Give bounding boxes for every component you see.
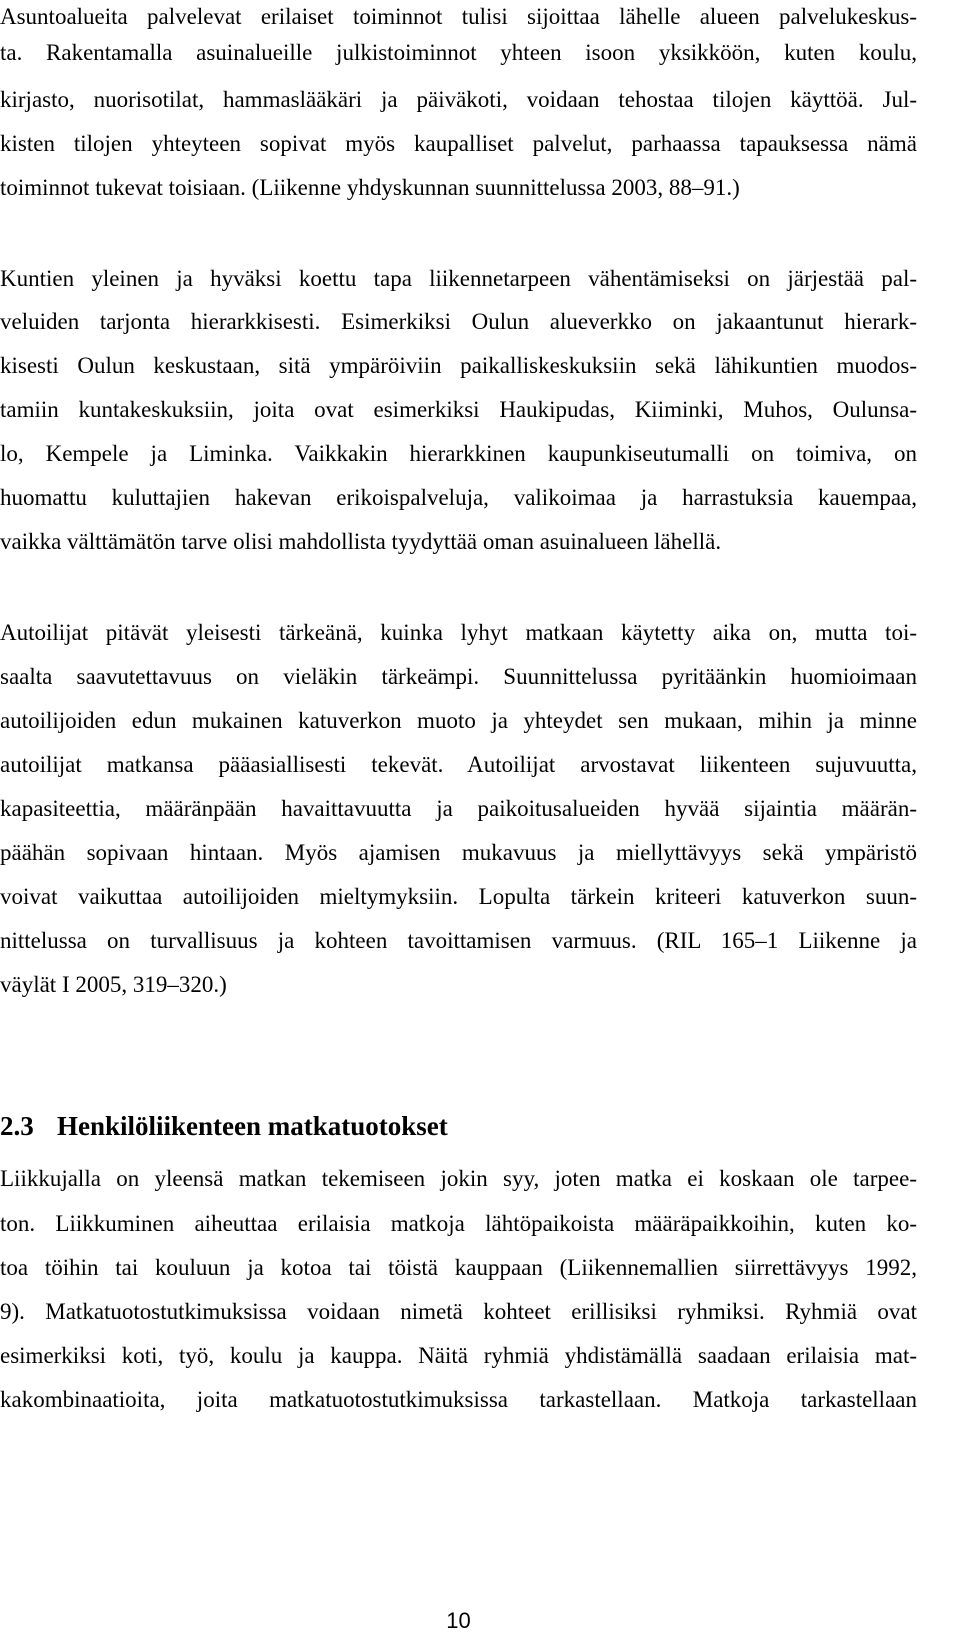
- paragraph-line: Asuntoalueita palvelevat erilaiset toiminnot tulisi sijoittaa lähelle alueen palvelukeskus-: [0, 4, 917, 29]
- paragraph-line: kakombinaatioita, joita matkatuotostutkimuksissa tarkastellaan. Matkoja tarkastellaan: [0, 1387, 917, 1412]
- paragraph-line: väylät I 2005, 319–320.): [0, 972, 227, 997]
- paragraph-line: voivat vaikuttaa autoilijoiden mieltymyksiin. Lopulta tärkein kriteeri katuverkon suun-: [0, 884, 917, 909]
- page-number: 10: [446, 1608, 471, 1633]
- section-number: 2.3: [0, 1111, 34, 1141]
- paragraph-line: ton. Liikkuminen aiheuttaa erilaisia matkoja lähtöpaikoista määräpaikkoihin, kuten ko-: [0, 1211, 917, 1236]
- paragraph-line: huomattu kuluttajien hakevan erikoispalveluja, valikoimaa ja harrastuksia kauempaa,: [0, 485, 917, 510]
- section-title: Henkilöliikenteen matkatuotokset: [57, 1111, 448, 1141]
- paragraph-line: kisten tilojen yhteyteen sopivat myös kaupalliset palvelut, parhaassa tapauksessa nämä: [0, 131, 917, 156]
- section-heading: [0, 1109, 448, 1143]
- paragraph-line: lo, Kempele ja Liminka. Vaikkakin hierarkkinen kaupunkiseutumalli on toimiva, on: [0, 441, 917, 466]
- paragraph-line: vaikka välttämätön tarve olisi mahdollista tyydyttää oman asuinalueen lähellä.: [0, 529, 722, 554]
- paragraph-line: Autoilijat pitävät yleisesti tärkeänä, kuinka lyhyt matkaan käytetty aika on, mutta toi-: [0, 620, 917, 645]
- paragraph-line: autoilijoiden edun mukainen katuverkon muoto ja yhteydet sen mukaan, mihin ja minne: [0, 708, 917, 733]
- paragraph-line: 9). Matkatuotostutkimuksissa voidaan nimetä kohteet erillisiksi ryhmiksi. Ryhmiä ovat: [0, 1299, 917, 1324]
- paragraph-line: Liikkujalla on yleensä matkan tekemiseen jokin syy, joten matka ei koskaan ole tarpee-: [0, 1166, 917, 1191]
- paragraph-line: Kuntien yleinen ja hyväksi koettu tapa liikennetarpeen vähentämiseksi on järjestää pal-: [0, 266, 917, 291]
- paragraph-line: saalta saavutettavuus on vieläkin tärkeämpi. Suunnittelussa pyritäänkin huomioimaan: [0, 664, 917, 689]
- paragraph-line: nittelussa on turvallisuus ja kohteen tavoittamisen varmuus. (RIL 165–1 Liikenne ja: [0, 928, 917, 953]
- paragraph-line: kapasiteettia, määränpään havaittavuutta ja paikoitusalueiden hyvää sijaintia määrän-: [0, 796, 917, 821]
- paragraph-line: veluiden tarjonta hierarkkisesti. Esimerkiksi Oulun alueverkko on jakaantunut hierark-: [0, 309, 917, 334]
- paragraph-line: autoilijat matkansa pääasiallisesti tekevät. Autoilijat arvostavat liikenteen sujuvuutta,: [0, 752, 917, 777]
- paragraph-line: kirjasto, nuorisotilat, hammaslääkäri ja päiväkoti, voidaan tehostaa tilojen käyttöä. Jul-: [0, 87, 917, 112]
- paragraph-line: toiminnot tukevat toisiaan. (Liikenne yhdyskunnan suunnittelussa 2003, 88–91.): [0, 175, 740, 200]
- paragraph-line: toa töihin tai kouluun ja kotoa tai töistä kauppaan (Liikennemallien siirrettävyys 1992,: [0, 1255, 917, 1280]
- paragraph-line: tamiin kuntakeskuksiin, joita ovat esimerkiksi Haukipudas, Kiiminki, Muhos, Oulunsa-: [0, 397, 917, 422]
- paragraph-line: kisesti Oulun keskustaan, sitä ympäröiviin paikalliskeskuksiin sekä lähikuntien muodos-: [0, 353, 917, 378]
- paragraph-line: ta. Rakentamalla asuinalueille julkistoiminnot yhteen isoon yksikköön, kuten koulu,: [0, 40, 917, 65]
- paragraph-line: esimerkiksi koti, työ, koulu ja kauppa. Näitä ryhmiä yhdistämällä saadaan erilaisia mat-: [0, 1343, 917, 1368]
- paragraph-line: päähän sopivaan hintaan. Myös ajamisen mukavuus ja miellyttävyys sekä ympäristö: [0, 840, 917, 865]
